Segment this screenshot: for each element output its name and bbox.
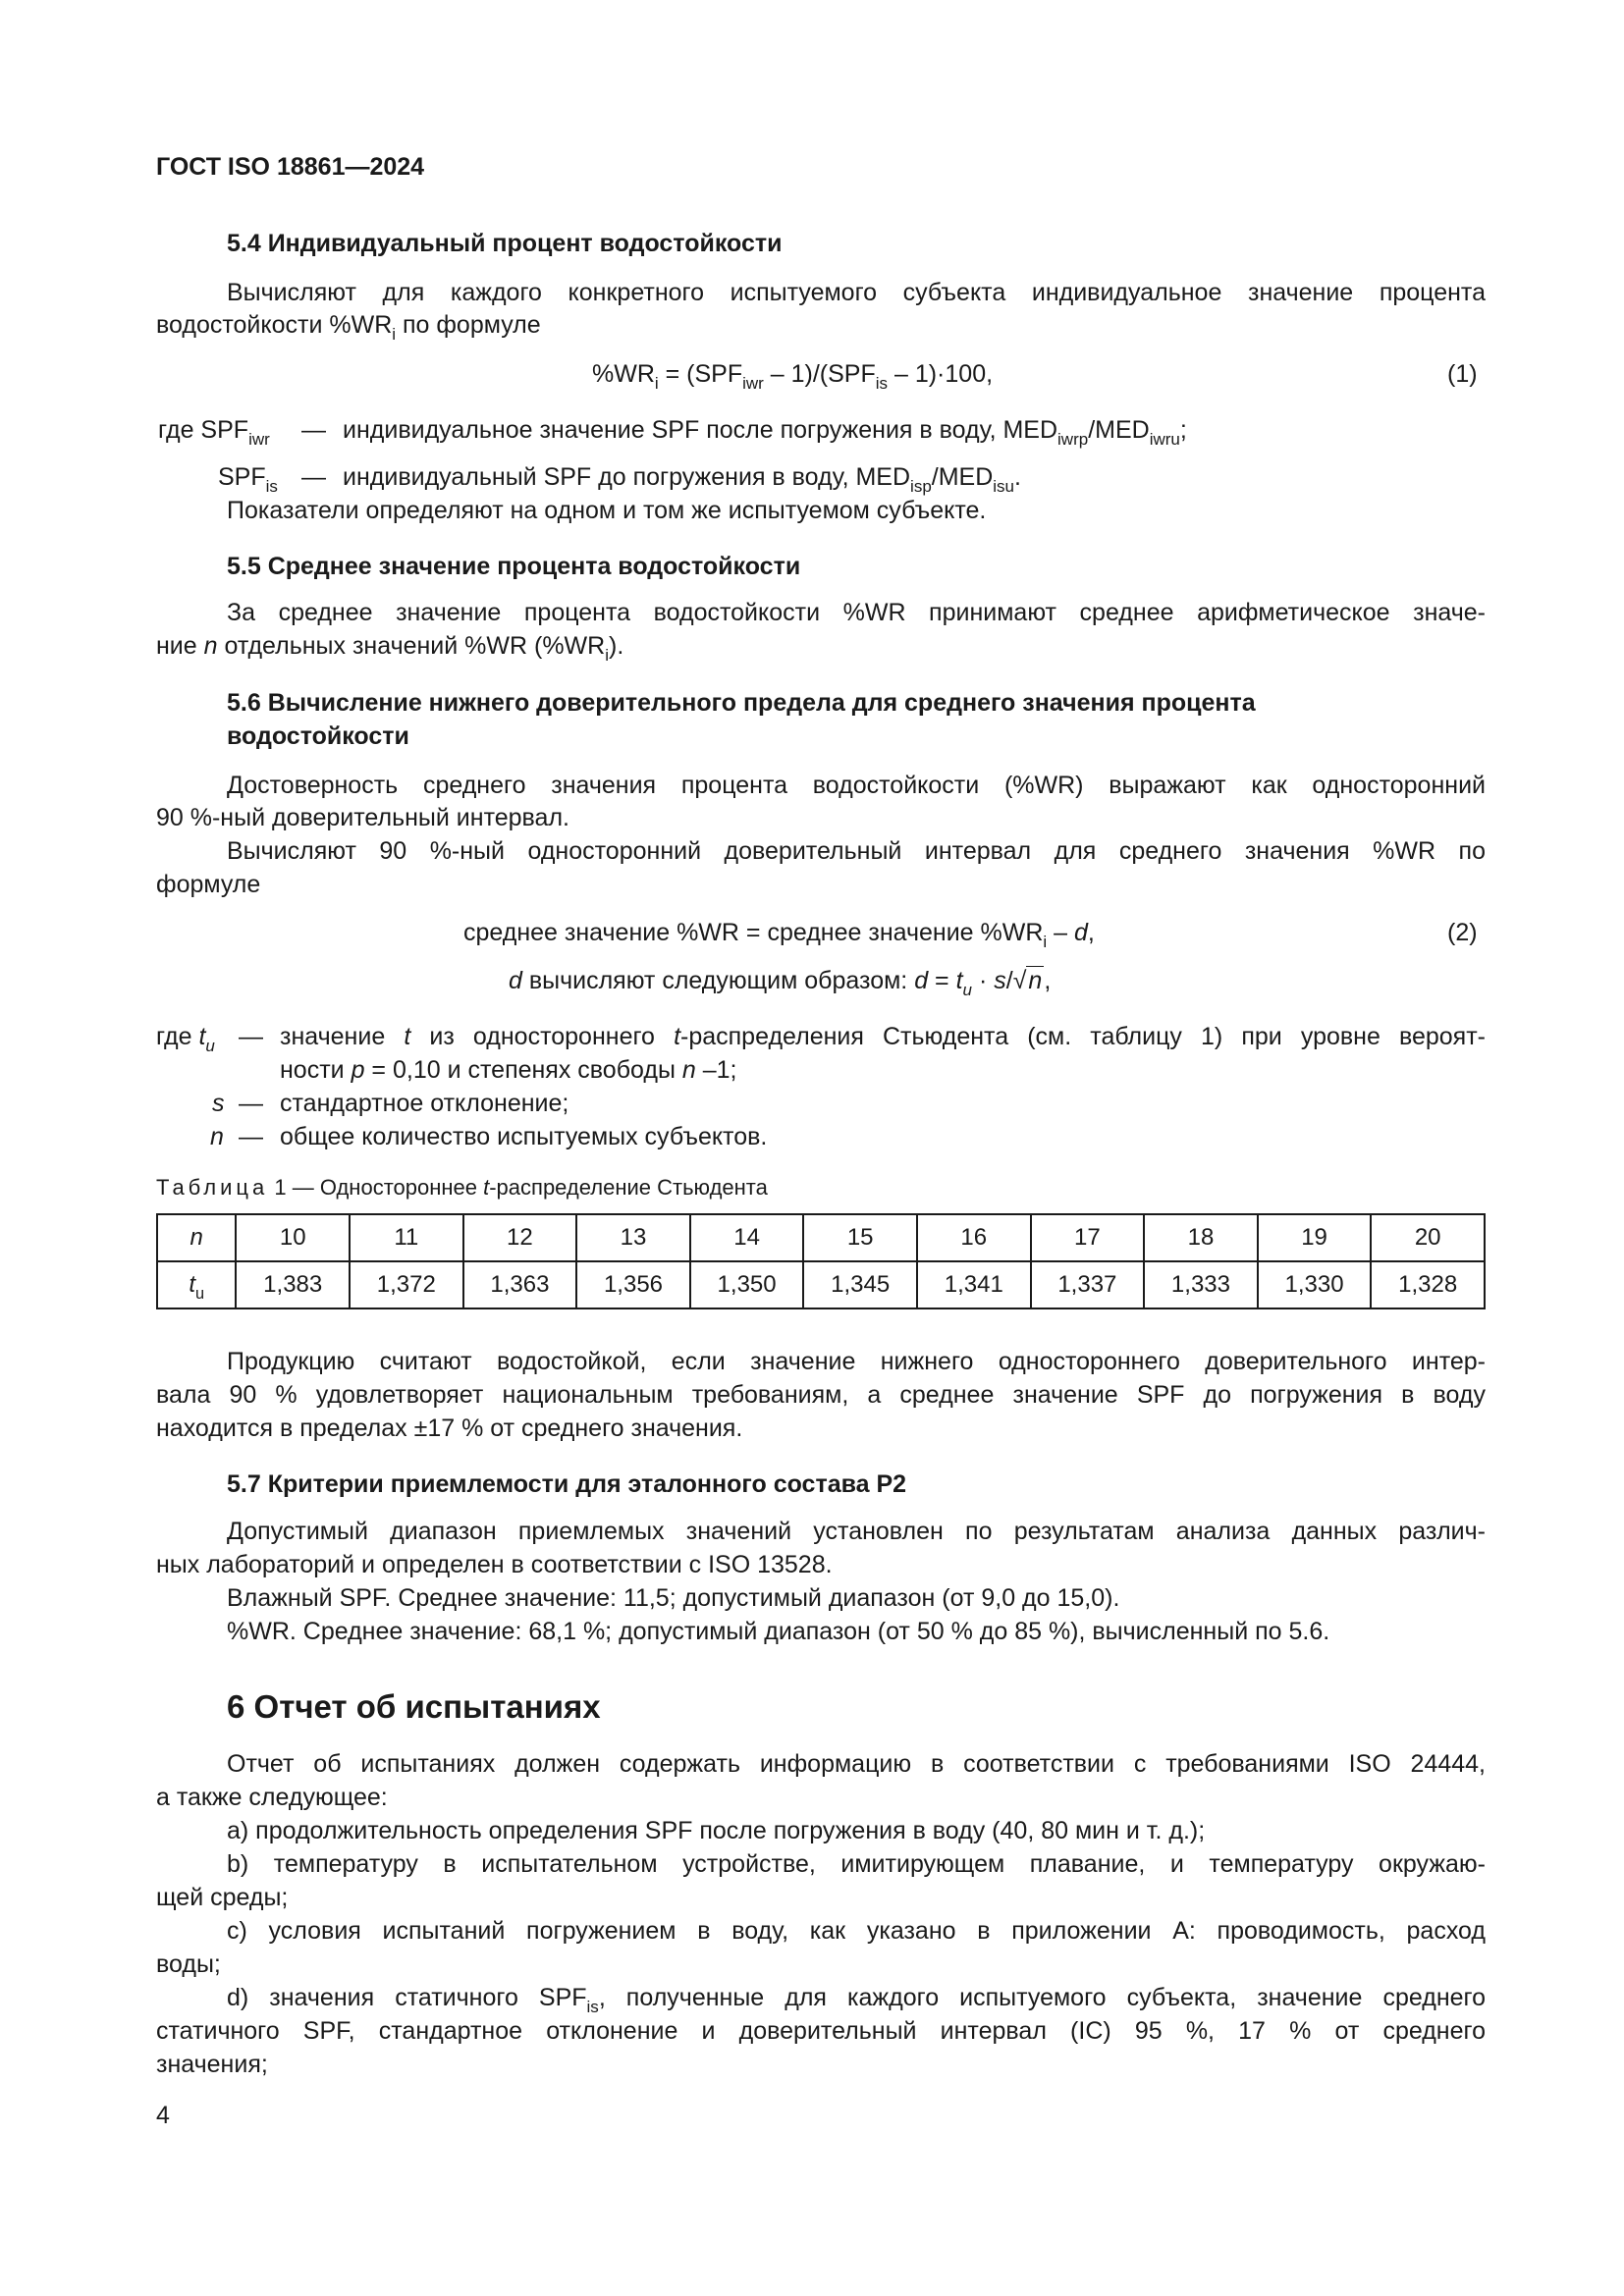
page-number: 4 xyxy=(156,2102,170,2129)
table-header-n: n xyxy=(157,1214,236,1261)
table-cell: 15 xyxy=(803,1214,917,1261)
s56-para2-line1: Вычисляют 90 %-ный односторонний доверительный интервал для среднего значения %WR по xyxy=(227,837,1486,865)
section-5-6-title-line1: 5.6 Вычисление нижнего доверительного предела для среднего значения процента xyxy=(227,689,1256,717)
s57-para3: %WR. Среднее значение: 68,1 %; допустимый диапазон (от 50 % до 85 %), вычисленный по 5.6. xyxy=(227,1618,1330,1645)
table-1-caption: Таблица 1 — Одностороннее t-распределение Стьюдента xyxy=(156,1175,768,1200)
s6-para1-line2: а также следующее: xyxy=(156,1784,388,1811)
table-cell: 1,345 xyxy=(803,1261,917,1308)
table-cell: 1,363 xyxy=(463,1261,577,1308)
s6-item-d-line3: значения; xyxy=(156,2051,268,2078)
s56-para2-line2: формуле xyxy=(156,871,261,898)
after-table-line2: вала 90 % удовлетворяет национальным требованиям, а среднее значение SPF до погружения в воду xyxy=(156,1381,1486,1409)
s54-para1-line2: водостойкости $\%WR_i$ по формуле xyxy=(156,311,541,344)
s6-item-b-line1: b) температуру в испытательном устройстве, имитирующем плавание, и температуру окружаю- xyxy=(227,1850,1486,1878)
table-cell: 20 xyxy=(1371,1214,1485,1261)
s6-item-d-line1: d) значения статичного $SPF_{is}$, полученные для каждого испытуемого субъекта, значение среднего xyxy=(227,1984,1486,2016)
s57-para1-line2: ных лабораторий и определен в соответствии с ISO 13528. xyxy=(156,1551,833,1578)
where-s-desc: стандартное отклонение; xyxy=(280,1090,569,1117)
after-table-line3: находится в пределах ±17 % от среднего значения. xyxy=(156,1415,743,1442)
where-n-desc: общее количество испытуемых субъектов. xyxy=(280,1123,768,1150)
table-cell: 1,356 xyxy=(576,1261,690,1308)
where-dash-1: — xyxy=(301,416,326,444)
after-table-line1: Продукцию считают водостойкой, если значение нижнего одностороннего доверительного интер- xyxy=(227,1348,1486,1375)
s56-para1-line2: 90 %-ный доверительный интервал. xyxy=(156,804,569,831)
table-cell: 1,372 xyxy=(350,1261,463,1308)
table-cell: 11 xyxy=(350,1214,463,1261)
section-6-title: 6 Отчет об испытаниях xyxy=(227,1688,601,1725)
s6-item-a: a) продолжительность определения SPF после погружения в воду (40, 80 мин и т. д.); xyxy=(227,1817,1206,1844)
table-cell: 1,341 xyxy=(917,1261,1031,1308)
s6-item-d-line2: статичного SPF, стандартное отклонение и доверительный интервал (IC) 95 %, 17 % от среднего xyxy=(156,2017,1486,2045)
table-cell: 14 xyxy=(690,1214,804,1261)
table-header-tu: $t_u$ xyxy=(157,1261,236,1308)
section-5-5-title: 5.5 Среднее значение процента водостойкости xyxy=(227,553,801,580)
s57-para1-line1: Допустимый диапазон приемлемых значений установлен по результатам анализа данных различ- xyxy=(227,1518,1486,1545)
table-cell: 1,383 xyxy=(236,1261,350,1308)
formula-3: d вычисляют следующим образом: $d = t_u \cdot s/√n$, xyxy=(509,967,1052,999)
table-cell: 17 xyxy=(1031,1214,1145,1261)
t-distribution-table xyxy=(156,1213,1486,1309)
section-5-7-title: 5.7 Критерии приемлемости для эталонного состава P2 xyxy=(227,1470,907,1498)
table-cell: 18 xyxy=(1144,1214,1258,1261)
where-spf-iwr-desc: индивидуальное значение SPF после погружения в воду, $MED_{iwrp}/MED_{iwru}$; xyxy=(343,416,1187,449)
table-cell: 1,350 xyxy=(690,1261,804,1308)
table-cell: 1,337 xyxy=(1031,1261,1145,1308)
where-dash-2: — xyxy=(301,463,326,491)
s54-para2: Показатели определяют на одном и том же испытуемом субъекте. xyxy=(227,497,987,524)
table-cell: 1,328 xyxy=(1371,1261,1485,1308)
table-cell: 1,330 xyxy=(1258,1261,1372,1308)
section-5-6-title-line2: водостойкости xyxy=(227,722,409,750)
document-code: ГОСТ ISO 18861—2024 xyxy=(156,153,425,181)
section-5-4-title: 5.4 Индивидуальный процент водостойкости xyxy=(227,230,783,257)
formula-1: $\%WR_i = (SPF_{iwr} - 1)/(SPF_{is} - 1)\cdot 100$, xyxy=(592,360,994,393)
where-spf-iwr: где $SPF_{iwr}$ xyxy=(158,416,270,449)
s56-para1-line1: Достоверность среднего значения процента водостойкости (%WR) выражают как односторонний xyxy=(227,772,1486,799)
where-spf-is-desc: индивидуальный SPF до погружения в воду, $MED_{isp}/MED_{isu}$. xyxy=(343,463,1021,496)
table-cell: 12 xyxy=(463,1214,577,1261)
s6-item-c-line1: c) условия испытаний погружением в воду, как указано в приложении А: проводимость, расход xyxy=(227,1917,1486,1945)
formula-2: среднее значение %WR = среднее значение $\%WR_i$ – d, xyxy=(463,919,1095,951)
where-tu-desc-line2: ности p = 0,10 и степенях свободы n –1; xyxy=(280,1056,737,1084)
where-dash-n: — xyxy=(239,1123,263,1150)
where-dash-tu: — xyxy=(239,1023,263,1050)
where-tu: где $t_u$ xyxy=(156,1023,215,1055)
s6-para1-line1: Отчет об испытаниях должен содержать информацию в соответствии с требованиями ISO 24444, xyxy=(227,1750,1486,1778)
where-tu-desc-line1: значение t из одностороннего t-распределения Стьюдента (см. таблицу 1) при уровне вероят- xyxy=(280,1023,1486,1050)
table-cell: 13 xyxy=(576,1214,690,1261)
where-dash-s: — xyxy=(239,1090,263,1117)
s54-para1-line1: Вычисляют для каждого конкретного испытуемого субъекта индивидуальное значение процента xyxy=(227,279,1486,306)
s55-para-line1: За среднее значение процента водостойкости %WR принимают среднее арифметическое значе- xyxy=(227,599,1486,626)
table-cell: 16 xyxy=(917,1214,1031,1261)
table-row-tu xyxy=(157,1261,1485,1308)
where-spf-is: $SPF_{is}$ xyxy=(218,463,278,496)
formula-1-number: (1) xyxy=(1447,360,1478,388)
where-n: n xyxy=(210,1123,224,1150)
table-cell: 1,333 xyxy=(1144,1261,1258,1308)
where-s: s xyxy=(212,1090,225,1117)
table-cell: 19 xyxy=(1258,1214,1372,1261)
s55-para-line2: ние n отдельных значений %WR $(\%WR_i)$. xyxy=(156,632,624,665)
s57-para2: Влажный SPF. Среднее значение: 11,5; допустимый диапазон (от 9,0 до 15,0). xyxy=(227,1584,1120,1612)
s6-item-c-line2: воды; xyxy=(156,1950,221,1978)
sqrt-sign: √ xyxy=(1012,967,1027,994)
s6-item-b-line2: щей среды; xyxy=(156,1884,289,1911)
table-row-n xyxy=(157,1214,1485,1261)
formula-2-number: (2) xyxy=(1447,919,1478,946)
table-cell: 10 xyxy=(236,1214,350,1261)
